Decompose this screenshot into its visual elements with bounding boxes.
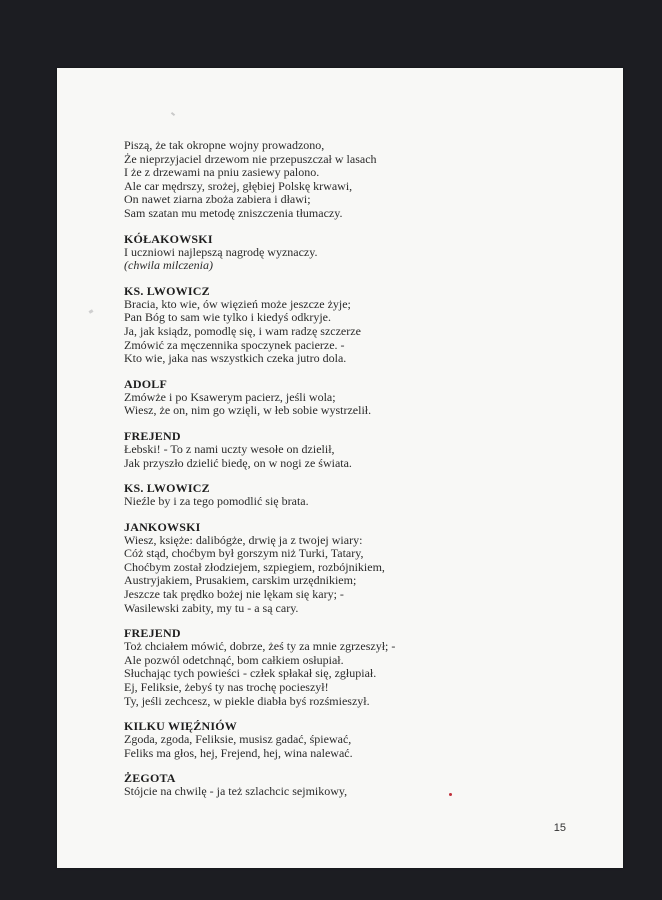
verse-line: Kto wie, jaka nas wszystkich czeka jutro dola. (124, 351, 347, 366)
verse-line: Toż chciałem mówić, dobrze, żeś ty za mnie zgrzeszył; - (124, 639, 396, 654)
verse-line: Wiesz, księże: dalibógże, drwię ja z twojej wiary: (124, 532, 363, 547)
speech-ks-lwowicz (124, 284, 594, 366)
speaker-name: KÓŁAKOWSKI (124, 231, 213, 246)
speech-frejend-2 (124, 626, 594, 708)
verse-line: Zgoda, zgoda, Feliksie, musisz gadać, śpiewać, (124, 732, 352, 747)
speech-frejend (124, 429, 594, 470)
verse-line: Stójcie na chwilę - ja też szlachcic sejmikowy, (124, 784, 348, 799)
page-number: 15 (553, 822, 566, 834)
verse-line: Wiesz, że on, nim go wzięli, w łeb sobie wystrzelił. (124, 403, 372, 418)
speech-kolakowski (124, 232, 594, 273)
verse-line: Pan Bóg to sam wie tylko i kiedyś odkryje. (124, 310, 331, 325)
speaker-name: FREJEND (124, 626, 181, 641)
document-page (57, 68, 623, 868)
verse-line: Jak przyszło dzielić biedę, on w nogi ze świata. (124, 455, 352, 470)
speech-kilku-wiezniow (124, 719, 594, 760)
verse-line: On nawet ziarna zboża zabiera i dławi; (124, 192, 311, 207)
speaker-name: ŻEGOTA (124, 771, 176, 786)
verse-line: Że nieprzyjaciel drzewom nie przepuszczał w lasach (124, 151, 377, 166)
paper-speck (171, 112, 175, 116)
speech-zegota (124, 771, 594, 799)
stage-direction: (chwila milczenia) (124, 258, 213, 273)
verse-line: Feliks ma głos, hej, Frejend, hej, wina nalewać. (124, 745, 353, 760)
verse-line: Jeszcze tak prędko bożej nie lękam się kary; - (124, 587, 344, 602)
verse-line: Bracia, kto wie, ów więzień może jeszcze żyje; (124, 296, 351, 311)
verse-line: Ale car mędrszy, srożej, głębiej Polskę krwawi, (124, 178, 353, 193)
verse-line: Ja, jak ksiądz, pomodlę się, i wam radzę szczerze (124, 323, 361, 338)
speaker-name: KILKU WIĘŹNIÓW (124, 719, 237, 734)
verse-line: Sam szatan mu metodę zniszczenia tłumaczy. (124, 205, 343, 220)
speaker-name: KS. LWOWICZ (124, 283, 210, 298)
opening-verse (124, 139, 594, 221)
speaker-name: FREJEND (124, 428, 181, 443)
verse-line: Ale pozwól odetchnąć, bom całkiem osłupiał. (124, 652, 344, 667)
verse-line: Wasilewski zabity, my tu - a są cary. (124, 600, 299, 615)
speech-jankowski (124, 520, 594, 616)
speaker-name: ADOLF (124, 376, 167, 391)
verse-line: Choćbym został złodziejem, szpiegiem, rozbójnikiem, (124, 559, 385, 574)
drama-text (124, 139, 594, 810)
verse-line: Nieźle by i za tego pomodlić się brata. (124, 494, 309, 509)
verse-line: I że z drzewami na pniu zasiewy palono. (124, 165, 320, 180)
speaker-name: KS. LWOWICZ (124, 481, 210, 496)
verse-line: I uczniowi najlepszą nagrodę wyznaczy. (124, 244, 318, 259)
verse-line: Piszą, że tak okropne wojny prowadzono, (124, 138, 325, 152)
verse-line: Ej, Feliksie, żebyś ty nas trochę pocieszył! (124, 680, 329, 695)
ink-speck (449, 793, 452, 796)
verse-line: Zmówże i po Ksawerym pacierz, jeśli wola; (124, 389, 336, 404)
speech-ks-lwowicz-2 (124, 481, 594, 509)
verse-line: Austryjakiem, Prusakiem, carskim urzędnikiem; (124, 573, 357, 588)
speaker-name: JANKOWSKI (124, 519, 201, 534)
verse-line: Słuchając tych powieści - człek spłakał się, zgłupiał. (124, 666, 377, 681)
verse-line: Cóż stąd, choćbym był gorszym niż Turki, Tatary, (124, 546, 364, 561)
verse-line: Łebski! - To z nami uczty wesołe on dzielił, (124, 441, 335, 456)
paper-speck (89, 309, 94, 314)
speech-adolf (124, 377, 594, 418)
verse-line: Zmówić za męczennika spoczynek pacierze. - (124, 337, 345, 352)
verse-line: Ty, jeśli zechcesz, w piekle diabła byś rozśmieszył. (124, 693, 370, 708)
